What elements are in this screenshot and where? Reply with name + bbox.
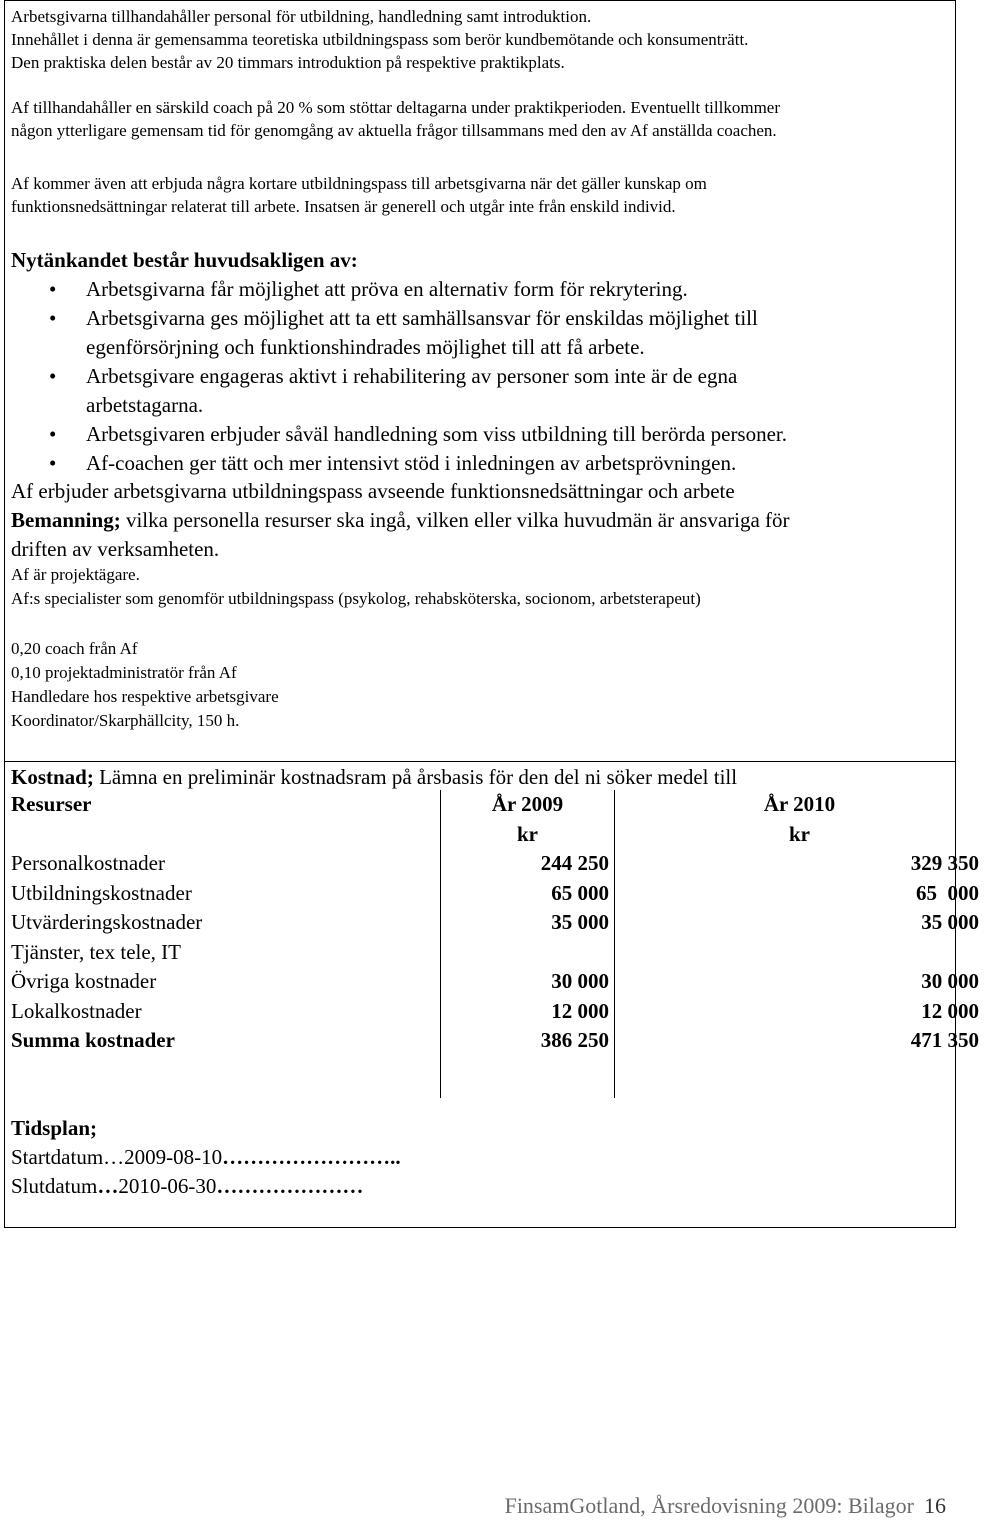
bullet-text: Arbetsgivare engageras aktivt i rehabilitering av personer som inte är de egna [86,364,738,388]
row-value-2009 [441,938,615,968]
start-label: Startdatum [11,1145,104,1169]
footer-text: FinsamGotland, Årsredovisning 2009: Bilagor [504,1493,914,1518]
header-year-2009: År 2009 [441,790,615,820]
unit-2009: kr [441,820,615,850]
coach-paragraph-line-2: någon ytterligare gemensam tid för genomgång av aktuella frågor tillsammans med den av Af anställda coachen. [11,121,777,140]
cost-label: Kostnad; [11,765,94,789]
row-name: Tjänster, tex tele, IT [11,939,181,964]
staffing-label: Bemanning; [11,508,121,532]
header-resources: Resurser [11,792,92,817]
start-trailing-dots: …………………….. [222,1145,401,1169]
schedule-heading: Tidsplan; [11,1116,97,1140]
project-owner: Af är projektägare. [11,565,140,584]
table-row [6,967,984,997]
row-value-2009: 35 000 [441,908,615,938]
row-value-2009: 65 000 [441,879,615,909]
bullet-text: Arbetsgivarna får möjlighet att pröva en alternativ form för rekrytering. [86,277,688,301]
end-leader: … [97,1174,119,1198]
row-name: Övriga kostnader [11,969,157,994]
start-date: 2009-08-10 [124,1145,223,1169]
bullet-item [0,275,787,304]
row-value-2010 [615,938,984,968]
start-leader: … [103,1145,125,1169]
end-label: Slutdatum [11,1174,98,1198]
start-date-line [11,1143,401,1172]
row-value-2009: 30 000 [441,967,615,997]
bullet-text: Arbetsgivaren erbjuder såväl handledning som viss utbildning till berörda personer. [86,422,788,446]
page-footer [505,1493,946,1519]
unit-2010: kr [615,820,984,850]
row-value-2009: 386 250 [441,1026,615,1056]
row-value-2010: 35 000 [615,908,984,938]
role-coordinator: Koordinator/Skarphällcity, 150 h. [11,711,240,730]
bullet-icon: • [49,422,57,446]
table-row [6,879,984,909]
bullet-item [0,449,787,478]
end-date: 2010-06-30 [118,1174,217,1198]
coach-paragraph-line-1: Af tillhandahåller en särskild coach på 20 % som stöttar deltagarna under praktikperioden. Eventuellt tillkommer [11,98,781,117]
bullet-item [0,420,787,449]
cost-heading [11,763,737,792]
bullet-text: Arbetsgivarna ges möjlighet att ta ett samhällsansvar för enskildas möjlighet till [86,306,758,330]
row-value-2009: 12 000 [441,997,615,1027]
page-number: 16 [924,1493,946,1518]
bullet-item [0,304,787,362]
row-name: Lokalkostnader [11,998,142,1023]
header-year-2010: År 2010 [615,790,984,820]
training-paragraph-line-1: Af kommer även att erbjuda några kortare utbildningspass till arbetsgivarna när det gäller kunskap om [11,174,707,193]
row-value-2010: 30 000 [615,967,984,997]
role-project-admin: 0,10 projektadministratör från Af [11,663,237,682]
innovation-heading: Nytänkandet består huvudsakligen av: [11,248,358,272]
intro-line-3: Den praktiska delen består av 20 timmars introduktion på respektive praktikplats. [11,53,565,72]
cost-table-header-row [6,790,984,820]
bullet-text-continued: arbetstagarna. [86,393,204,417]
table-row-empty [6,1056,984,1098]
training-offer-line: Af erbjuder arbetsgivarna utbildningspass avseende funktionsnedsättningar och arbete [11,479,735,503]
innovation-bullet-list [0,275,787,478]
bullet-icon: • [49,364,57,388]
end-date-line [11,1172,363,1201]
table-row [6,938,984,968]
row-name: Utvärderingskostnader [11,910,203,935]
table-row [6,849,984,879]
table-row [6,908,984,938]
row-name: Summa kostnader [11,1028,175,1053]
table-row-total [6,1026,984,1056]
staffing-line-2: driften av verksamheten. [11,537,220,561]
bullet-icon: • [49,451,57,475]
staffing-line-1 [11,506,790,535]
row-name: Utbildningskostnader [11,880,192,905]
bullet-text: Af-coachen ger tätt och mer intensivt stöd i inledningen av arbetsprövningen. [86,451,737,475]
training-paragraph-line-2: funktionsnedsättningar relaterat till arbete. Insatsen är generell och utgår inte från enskild individ. [11,197,676,216]
bullet-text-continued: egenförsörjning och funktionshindrades möjlighet till att få arbete. [86,335,645,359]
row-value-2009: 244 250 [441,849,615,879]
row-value-2010: 329 350 [615,849,984,879]
staffing-text: vilka personella resurser ska ingå, vilken eller vilka huvudmän är ansvariga för [120,508,790,532]
cost-table-unit-row [6,820,984,850]
cost-text: Lämna en preliminär kostnadsram på årsbasis för den del ni söker medel till [93,765,738,789]
table-row [6,997,984,1027]
row-name: Personalkostnader [11,851,165,876]
role-supervisor: Handledare hos respektive arbetsgivare [11,687,279,706]
intro-line-2: Innehållet i denna är gemensamma teoretiska utbildningspass som berör kundbemötande och konsumenträtt. [11,30,749,49]
bullet-item [0,362,787,420]
role-coach: 0,20 coach från Af [11,639,138,658]
row-value-2010: 471 350 [615,1026,984,1056]
intro-line-1: Arbetsgivarna tillhandahåller personal för utbildning, handledning samt introduktion. [11,7,592,26]
row-value-2010: 12 000 [615,997,984,1027]
row-value-2010: 65 000 [615,879,984,909]
bullet-icon: • [49,277,57,301]
specialists-line: Af:s specialister som genomför utbildningspass (psykolog, rehabsköterska, socionom, arbetsterapeut) [11,589,701,608]
cost-table [6,790,984,1098]
end-trailing-dots: ………………… [216,1174,364,1198]
bullet-icon: • [49,306,57,330]
